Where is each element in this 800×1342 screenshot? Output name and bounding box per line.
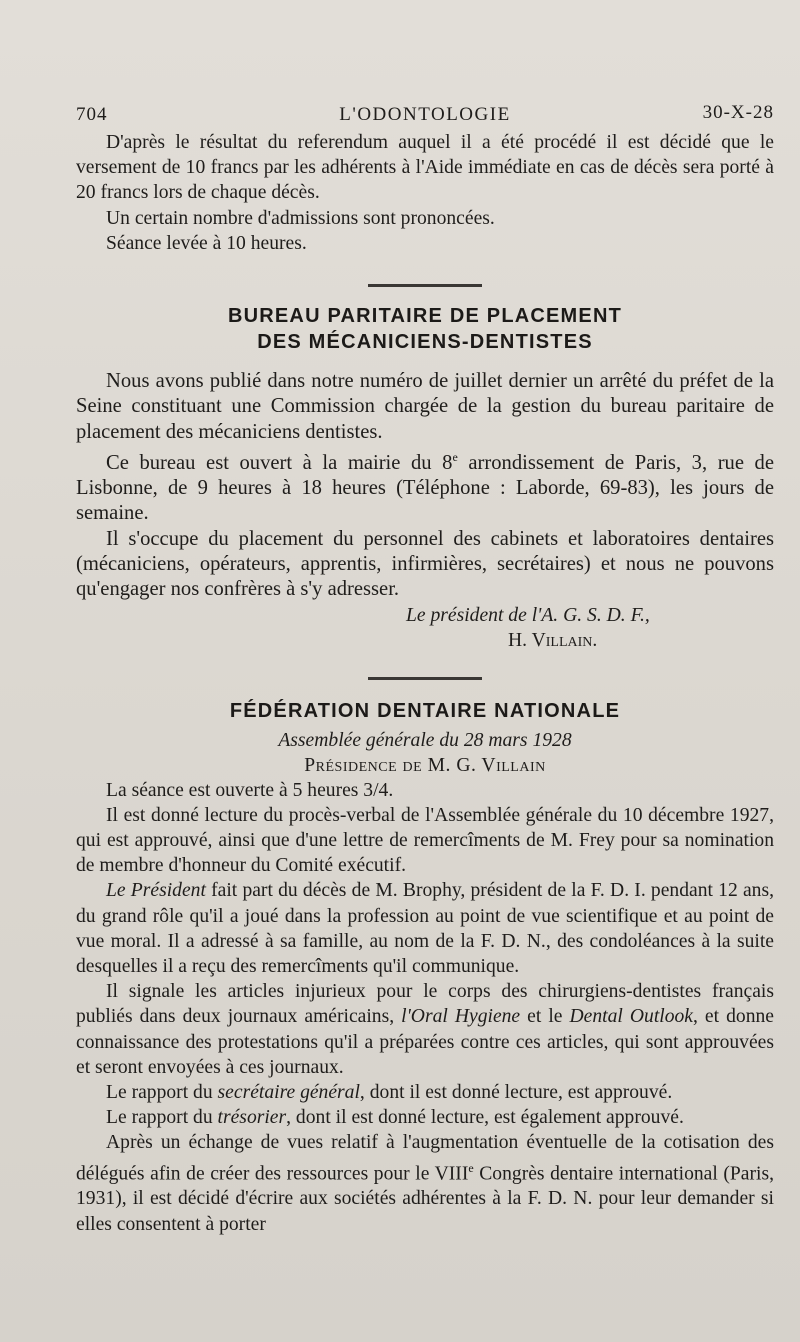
federation-paragraph-5-em: secrétaire général	[217, 1081, 360, 1103]
federation-paragraph-3	[76, 878, 774, 979]
page-number: 704	[76, 104, 108, 125]
federation-paragraph-6-a: Le rapport du	[106, 1107, 218, 1129]
federation-paragraph-6-em: trésorier	[217, 1107, 287, 1129]
bureau-section	[76, 303, 774, 653]
federation-paragraph-4	[76, 979, 774, 1080]
federation-paragraph-5-a: Le rapport du	[106, 1081, 218, 1103]
federation-paragraph-4-c: , et donne connaissance des protestations qu'il a préparées contre ces articles, qui sont approuvées et seront envoyées à ces journaux.	[76, 1006, 774, 1078]
bureau-paragraph-2	[76, 445, 774, 527]
federation-paragraph-4-em1: l'Oral Hygiene	[401, 1006, 521, 1028]
federation-paragraph-4-b: et le	[520, 1006, 570, 1028]
federation-paragraph-6	[76, 1105, 774, 1130]
intro-section	[76, 130, 774, 256]
bureau-title-line-2: DES MÉCANICIENS-DENTISTES	[257, 331, 593, 354]
intro-paragraph-3: Séance levée à 10 heures.	[106, 232, 307, 254]
bureau-paragraph-3: Il s'occupe du placement du personnel des cabinets et laboratoires dentaires (mécaniciens, opérateurs, apprentis, infirmières, secrétaires) et nous ne pouvons qu'engager nos confrères à s'y adresser.	[76, 527, 774, 601]
federation-paragraph-4-em2: Dental Outlook	[569, 1006, 693, 1028]
bureau-title-line-1: BUREAU PARITAIRE DE PLACEMENT	[227, 305, 623, 328]
federation-paragraph-7-sup: e	[468, 1160, 474, 1175]
bureau-paragraph-2-end: arrondissement de Paris, 3, rue de Lisbonne, de 9 heures à 18 heures (Téléphone : Laborde, 69-83), les jours de semaine.	[76, 451, 774, 525]
federation-paragraph-3-text: fait part du décès de M. Brophy, président de la F. D. I. pendant 12 ans, du grand rôle qu'il a joué dans la profession au point de vue scientifique et au point de vue moral. Il a adressé à sa famille, au nom de la F. D. N., des condoléances à la suite desquelles il a reçu des remercîments qu'il communique.	[76, 880, 774, 977]
running-head	[76, 96, 774, 130]
signature-name: H. Villain.	[508, 629, 598, 651]
federation-paragraph-1: La séance est ouverte à 5 heures 3/4.	[106, 779, 394, 801]
federation-paragraph-6-b: , dont il est donné lecture, est également approuvé.	[286, 1107, 684, 1129]
federation-paragraph-5-b: , dont il est donné lecture, est approuvé.	[359, 1081, 673, 1103]
federation-paragraph-2: Il est donné lecture du procès-verbal de l'Assemblée générale du 10 décembre 1927, qui est approuvé, ainsi que d'une lettre de remercîments de M. Frey pour sa nomination de membre d'honneur du Comité exécutif.	[76, 804, 774, 877]
federation-title: FÉDÉRATION DENTAIRE NATIONALE	[229, 699, 621, 722]
federation-paragraph-4-a: Il signale les articles injurieux pour le corps des chirurgiens-dentistes français publiés dans deux journaux américains,	[76, 981, 774, 1028]
federation-subtitle: Assemblée générale du 28 mars 1928	[278, 729, 572, 751]
intro-paragraph-2: Un certain nombre d'admissions sont prononcées.	[106, 207, 495, 229]
journal-title: L'ODONTOLOGIE	[339, 104, 511, 125]
federation-presidence: Présidence de M. G. Villain	[304, 754, 546, 776]
bureau-paragraph-2-sup: e	[452, 449, 458, 464]
federation-paragraph-7-b: Congrès dentaire international (Paris, 1931), il est décidé d'écrire aux sociétés adhérentes à la F. D. N. pour leur demander si elles consentent à porter	[76, 1163, 774, 1235]
federation-paragraph-5	[76, 1080, 774, 1105]
bureau-paragraph-2-start: Ce bureau est ouvert à la mairie du 8	[106, 451, 453, 474]
issue-date: 30-X-28	[702, 102, 774, 123]
signature-title: Le président de l'A. G. S. D. F.,	[406, 604, 650, 626]
federation-paragraph-3-em: Le Président	[106, 880, 206, 902]
bureau-paragraph-1: Nous avons publié dans notre numéro de juillet dernier un arrêté du préfet de la Seine constituant une Commission chargée de la gestion du bureau paritaire de placement des mécaniciens dentistes.	[76, 370, 774, 443]
federation-paragraph-7-a: Après un échange de vues relatif à l'augmentation éventuelle de la cotisation des délégués afin de créer des ressources pour le VIII	[76, 1132, 774, 1185]
federation-paragraph-7	[76, 1130, 774, 1236]
federation-section	[76, 698, 774, 1237]
intro-paragraph-1: D'après le résultat du referendum auquel il a été procédé il est décidé que le versement de 10 francs par les adhérents à l'Aide immédiate en cas de décès sera porté à 20 francs lors de chaque décès.	[76, 132, 774, 204]
